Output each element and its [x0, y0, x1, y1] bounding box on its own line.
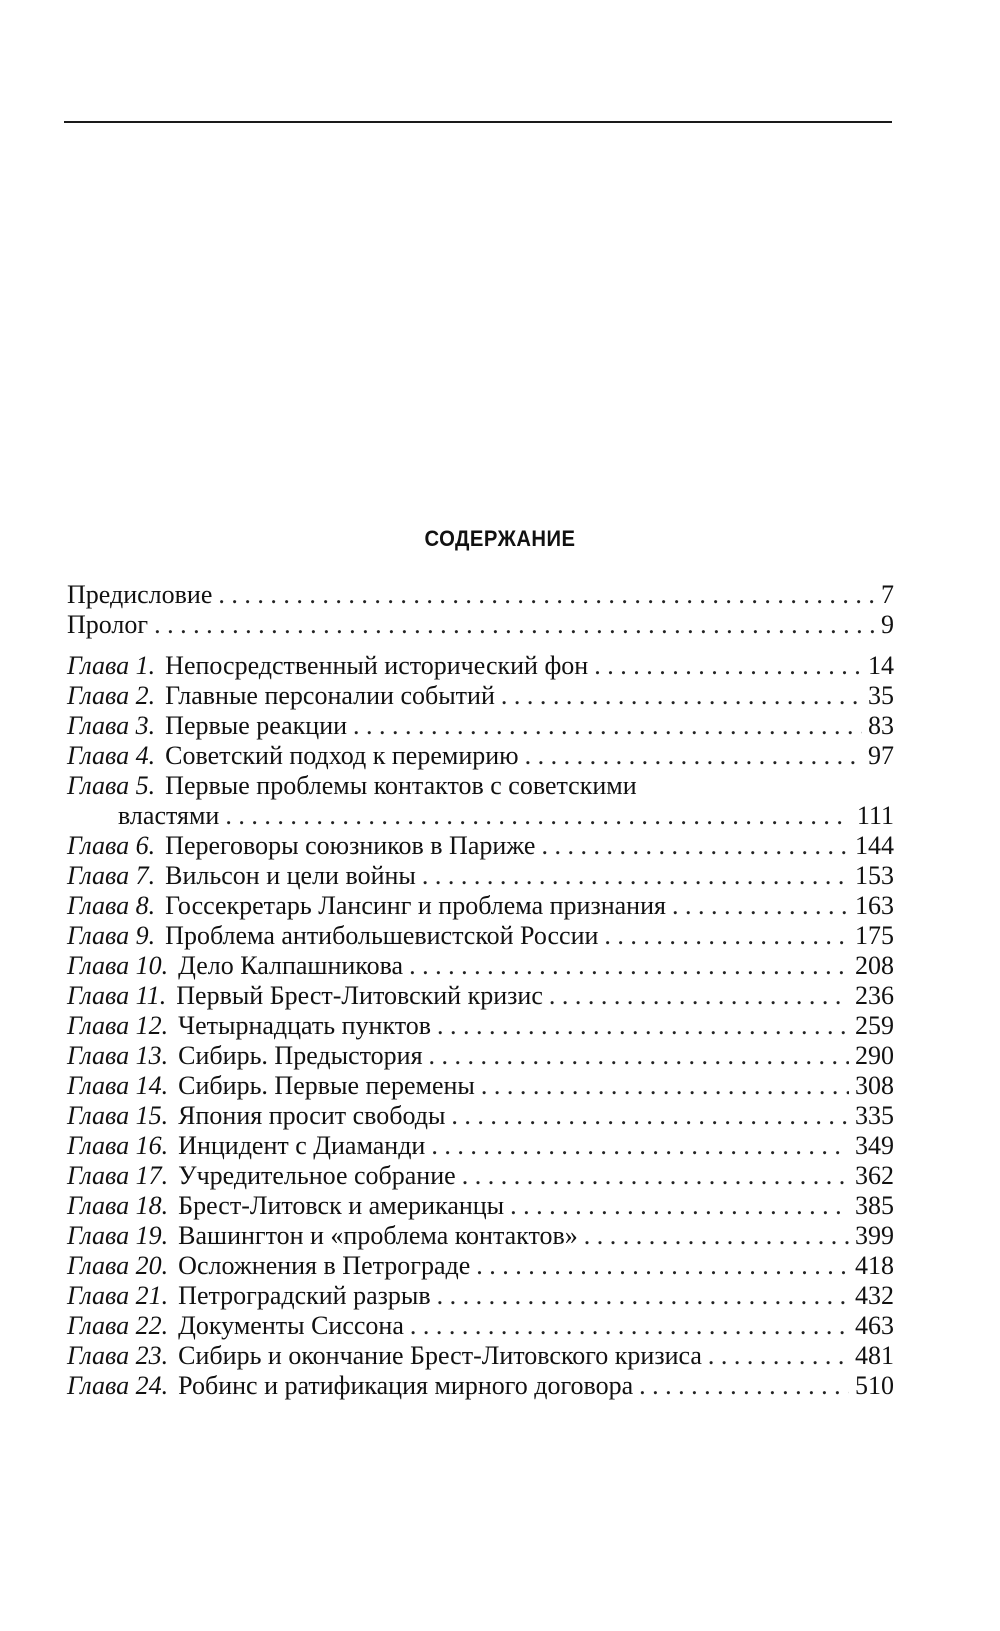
toc-entry-title: Сибирь и окончание Брест-Литовского кризиса [178, 1341, 702, 1370]
dot-leader [225, 801, 851, 831]
toc-entry-page: 153 [855, 861, 894, 890]
chapter-prefix: Глава 14. [67, 1071, 169, 1100]
dot-leader [476, 1251, 849, 1281]
toc-entry-title: Главные персоналии событий [165, 681, 495, 710]
toc-entry-page: 14 [868, 651, 894, 680]
toc-entry-title: Документы Сиссона [178, 1311, 404, 1340]
chapter-prefix: Глава 11. [67, 981, 167, 1010]
toc-entry-chapter-6[interactable] [67, 831, 894, 861]
toc-entry-chapter-23[interactable] [67, 1341, 894, 1371]
dot-leader [409, 951, 849, 981]
toc-heading: СОДЕРЖАНИЕ [424, 526, 576, 551]
chapter-prefix: Глава 24. [67, 1371, 169, 1400]
toc-entry-page: 399 [855, 1221, 894, 1250]
toc-entry-page: 144 [855, 831, 894, 860]
chapter-prefix: Глава 23. [67, 1341, 169, 1370]
toc-entry-chapter-9[interactable] [67, 921, 894, 951]
toc-entry-title: Вашингтон и «проблема контактов» [178, 1221, 578, 1250]
toc-entry-chapter-22[interactable] [67, 1311, 894, 1341]
dot-leader [639, 1371, 849, 1401]
chapter-prefix: Глава 2. [67, 681, 156, 710]
chapter-prefix: Глава 22. [67, 1311, 169, 1340]
chapter-prefix: Глава 4. [67, 741, 156, 770]
toc-entry-title: Япония просит свободы [178, 1101, 446, 1130]
toc-entry-title: Первый Брест-Литовский кризис [176, 981, 543, 1010]
chapter-prefix: Глава 16. [67, 1131, 169, 1160]
chapter-prefix: Глава 18. [67, 1191, 169, 1220]
toc-entry-page: 208 [855, 951, 894, 980]
dot-leader [353, 711, 862, 741]
chapter-prefix: Глава 8. [67, 891, 156, 920]
toc-entry-preface[interactable] [67, 580, 894, 610]
toc-entry-page: 35 [868, 681, 894, 710]
toc-entry-title: Первые проблемы контактов с советскими [165, 771, 637, 800]
toc-entry-page: 290 [855, 1041, 894, 1070]
toc-entry-title: Брест-Литовск и американцы [178, 1191, 505, 1220]
toc-entry-page: 418 [855, 1251, 894, 1280]
toc-entry-chapter-15[interactable] [67, 1101, 894, 1131]
toc-entry-page: 308 [855, 1071, 894, 1100]
toc-entry-chapter-5[interactable] [118, 801, 894, 831]
dot-leader [604, 921, 849, 951]
chapter-prefix: Глава 19. [67, 1221, 169, 1250]
toc-entry-title: Пролог [67, 610, 149, 639]
toc-entry-title: Четырнадцать пунктов [178, 1011, 432, 1040]
toc-entry-title: Робинс и ратификация мирного договора [178, 1371, 634, 1400]
toc-entry-prologue[interactable] [67, 610, 894, 640]
chapter-prefix: Глава 5. [67, 771, 156, 800]
toc-entry-title: Учредительное собрание [178, 1161, 456, 1190]
toc-entry-chapter-13[interactable] [67, 1041, 894, 1071]
toc-entry-page: 9 [881, 610, 894, 639]
chapter-prefix: Глава 15. [67, 1101, 169, 1130]
toc-entry-title: Дело Калпашникова [178, 951, 404, 980]
toc-entry-title: Инцидент с Диаманди [178, 1131, 426, 1160]
toc-entry-chapter-14[interactable] [67, 1071, 894, 1101]
dot-leader [481, 1071, 849, 1101]
dot-leader [422, 861, 849, 891]
toc-entry-chapter-24[interactable] [67, 1371, 894, 1401]
dot-leader [525, 741, 862, 771]
toc-entry-title: Госсекретарь Лансинг и проблема признания [165, 891, 666, 920]
toc-entry-page: 7 [881, 580, 894, 609]
toc-entry-title: Сибирь. Первые перемены [178, 1071, 475, 1100]
dot-leader [708, 1341, 849, 1371]
toc-entry-page: 83 [868, 711, 894, 740]
dot-leader [431, 1131, 849, 1161]
chapter-prefix: Глава 20. [67, 1251, 169, 1280]
chapter-prefix: Глава 9. [67, 921, 156, 950]
toc-entry-page: 510 [855, 1371, 894, 1400]
toc-entry-title: Первые реакции [165, 711, 348, 740]
chapter-prefix: Глава 3. [67, 711, 156, 740]
dot-leader [549, 981, 849, 1011]
toc-entry-page: 236 [855, 981, 894, 1010]
dot-leader [541, 831, 849, 861]
toc-entry-title: Предисловие [67, 580, 213, 609]
toc-entry-title: Переговоры союзников в Париже [165, 831, 536, 860]
dot-leader [584, 1221, 849, 1251]
toc-entry-chapter-2[interactable] [67, 681, 894, 711]
toc-entry-chapter-12[interactable] [67, 1011, 894, 1041]
chapter-prefix: Глава 17. [67, 1161, 169, 1190]
dot-leader [218, 580, 875, 610]
toc-entry-chapter-16[interactable] [67, 1131, 894, 1161]
chapter-prefix: Глава 1. [67, 651, 156, 680]
toc-entry-chapter-17[interactable] [67, 1161, 894, 1191]
toc-entry-chapter-5-first-line[interactable] [67, 771, 637, 801]
toc-entry-page: 111 [856, 801, 894, 830]
toc-entry-title: Вильсон и цели войны [165, 861, 416, 890]
toc-entry-title: Проблема антибольшевистской России [165, 921, 599, 950]
toc-entry-chapter-1[interactable] [67, 651, 894, 681]
toc-entry-page: 463 [855, 1311, 894, 1340]
dot-leader [510, 1191, 849, 1221]
toc-entry-chapter-3[interactable] [67, 711, 894, 741]
dot-leader [672, 891, 849, 921]
toc-entry-page: 163 [855, 891, 894, 920]
toc-entry-page: 175 [855, 921, 894, 950]
chapter-prefix: Глава 6. [67, 831, 156, 860]
dot-leader [462, 1161, 849, 1191]
toc-entry-title: Советский подход к перемирию [165, 741, 519, 770]
chapter-prefix: Глава 13. [67, 1041, 169, 1070]
dot-leader [501, 681, 862, 711]
dot-leader [437, 1281, 849, 1311]
dot-leader [437, 1011, 849, 1041]
toc-entry-title-continuation: властями [118, 801, 220, 830]
toc-entry-title: Осложнения в Петрограде [178, 1251, 471, 1280]
toc-entry-page: 385 [855, 1191, 894, 1220]
toc-entry-title: Сибирь. Предыстория [178, 1041, 423, 1070]
toc-entry-chapter-18[interactable] [67, 1191, 894, 1221]
toc-entry-page: 432 [855, 1281, 894, 1310]
dot-leader [594, 651, 862, 681]
dot-leader [154, 610, 875, 640]
toc-entry-chapter-20[interactable] [67, 1251, 894, 1281]
toc-entry-chapter-11[interactable] [67, 981, 894, 1011]
dot-leader [429, 1041, 849, 1071]
chapter-prefix: Глава 12. [67, 1011, 169, 1040]
toc-entry-page: 362 [855, 1161, 894, 1190]
toc-entry-title: Петроградский разрыв [178, 1281, 431, 1310]
toc-entry-page: 481 [855, 1341, 894, 1370]
toc-entry-chapter-10[interactable] [67, 951, 894, 981]
toc-entry-chapter-19[interactable] [67, 1221, 894, 1251]
toc-entry-chapter-4[interactable] [67, 741, 894, 771]
toc-entry-page: 349 [855, 1131, 894, 1160]
toc-entry-page: 259 [855, 1011, 894, 1040]
dot-leader [410, 1311, 849, 1341]
chapter-prefix: Глава 7. [67, 861, 156, 890]
chapter-prefix: Глава 10. [67, 951, 169, 980]
toc-entry-chapter-21[interactable] [67, 1281, 894, 1311]
top-rule [64, 121, 892, 123]
chapter-prefix: Глава 21. [67, 1281, 169, 1310]
toc-entry-chapter-8[interactable] [67, 891, 894, 921]
toc-entry-chapter-7[interactable] [67, 861, 894, 891]
dot-leader [451, 1101, 849, 1131]
toc-entry-title: Непосредственный исторический фон [165, 651, 589, 680]
toc-entry-page: 97 [868, 741, 894, 770]
toc-entry-page: 335 [855, 1101, 894, 1130]
